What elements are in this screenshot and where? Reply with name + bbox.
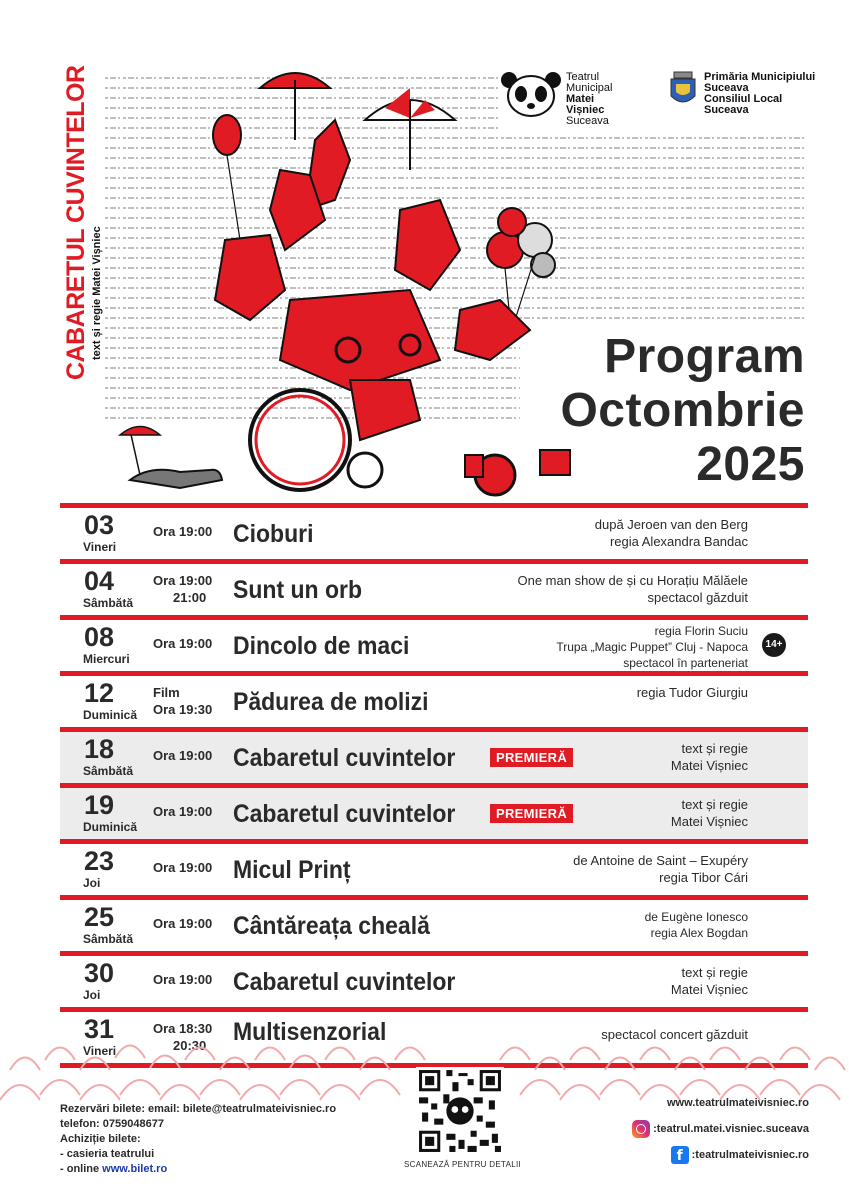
event-day: 04 [84, 566, 115, 596]
teatru-logo-text: Teatrul Municipal Matei Vișniec Suceava [566, 71, 613, 127]
event-time: Ora 19:00 [153, 804, 213, 819]
event-weekday: Vineri [83, 1044, 117, 1058]
event-weekday: Joi [83, 988, 101, 1002]
event-title: Cabaretul cuvintelor [233, 744, 456, 772]
event-info: text și regie Matei Vișniec [670, 741, 748, 773]
event-day: 08 [84, 622, 115, 652]
show-subtitle: text și regie Matei Vișniec [91, 226, 103, 360]
primaria-logo [668, 70, 818, 120]
event-row [60, 951, 808, 1007]
event-day: 03 [84, 510, 115, 540]
event-day: 18 [84, 734, 115, 764]
event-day: 12 [84, 678, 115, 708]
event-info: One man show de și cu Horațiu Mălăele spectacol găzduit [517, 573, 748, 605]
event-weekday: Duminică [83, 820, 138, 834]
event-row [60, 839, 808, 895]
event-row [60, 895, 808, 951]
event-weekday: Vineri [83, 540, 117, 554]
event-info: text și regie Matei Vișniec [670, 965, 748, 997]
teatru-logo [500, 70, 630, 127]
event-time: Ora 19:00 [153, 748, 213, 763]
event-row [60, 615, 808, 671]
event-title: Multisenzorial [233, 1018, 387, 1046]
event-weekday: Sâmbătă [83, 764, 134, 778]
event-title: Sunt un orb [233, 576, 363, 604]
event-weekday: Duminică [83, 708, 138, 722]
event-title: Micul Prinț [233, 856, 351, 884]
qr-code-icon[interactable] [416, 1067, 504, 1155]
event-time: Ora 19:00 [153, 524, 213, 539]
heading-program: Program [604, 330, 805, 383]
event-info: regia Florin Suciu Trupa „Magic Puppet” Cluj - Napoca spectacol în parteneriat [556, 624, 748, 670]
instagram-icon [632, 1120, 650, 1138]
facebook-link[interactable]: :teatrulmateivisniec.ro [691, 1149, 809, 1161]
event-time: Ora 19:00 21:00 [153, 573, 213, 605]
box-office-text: - casieria teatrului [60, 1148, 155, 1160]
purchase-label: Achiziție bilete: [60, 1133, 141, 1145]
event-info: text și regie Matei Vișniec [670, 797, 748, 829]
show-vertical-title [62, 65, 103, 380]
heading-year: 2025 [696, 438, 805, 491]
qr-caption: SCANEAZĂ PENTRU DETALII [404, 1160, 521, 1169]
program-heading [560, 330, 805, 492]
facebook-icon: f [671, 1146, 689, 1164]
premiere-badge: PREMIERĂ [490, 804, 573, 823]
event-title: Cântăreața cheală [233, 912, 430, 940]
primaria-logo-text: Primăria Municipiului Suceava Consiliul Local Suceava [704, 71, 816, 116]
event-time: Ora 19:00 [153, 972, 213, 987]
contact-links [632, 1090, 809, 1168]
instagram-link[interactable]: :teatrul.matei.visniec.suceava [653, 1123, 809, 1135]
premiere-badge: PREMIERĂ [490, 748, 573, 767]
reservations-text: Rezervări bilete: email: bilete@teatrulmateivisniec.ro [60, 1103, 337, 1115]
age-rating-badge: 14+ [762, 633, 786, 657]
phone-text: telefon: 0759048677 [60, 1118, 164, 1130]
circus-illustration [110, 60, 590, 505]
event-time: Ora 19:00 [153, 860, 213, 875]
event-time: Ora 19:00 [153, 916, 213, 931]
event-title: Pădurea de molizi [233, 688, 429, 716]
event-day: 25 [84, 902, 115, 932]
event-title: Cabaretul cuvintelor [233, 800, 456, 828]
event-day: 31 [84, 1014, 115, 1044]
events-list [60, 503, 808, 1068]
bilet-link[interactable]: www.bilet.ro [102, 1163, 168, 1175]
event-row [60, 671, 808, 727]
event-weekday: Joi [83, 876, 101, 890]
website-link[interactable]: www.teatrulmateivisniec.ro [666, 1097, 809, 1109]
event-row [60, 559, 808, 615]
event-time: Ora 19:00 [153, 636, 213, 651]
event-title: Cioburi [233, 520, 314, 548]
event-time: Ora 18:30 20:30 [153, 1021, 213, 1053]
hero [0, 0, 849, 505]
event-row [60, 503, 808, 559]
panda-icon [500, 70, 562, 118]
event-info: de Antoine de Saint – Exupéry regia Tibor Cári [573, 853, 748, 885]
event-info: de Eugène Ionesco regia Alex Bogdan [644, 910, 748, 940]
event-row [60, 783, 808, 839]
coat-of-arms-icon [668, 70, 698, 110]
event-weekday: Miercuri [83, 652, 130, 666]
booking-info [60, 1102, 336, 1177]
event-title: Dincolo de maci [233, 632, 410, 660]
event-weekday: Sâmbătă [83, 596, 134, 610]
online-text: - online www.bilet.ro [60, 1163, 168, 1175]
event-info: regia Tudor Giurgiu [636, 685, 748, 700]
event-info: spectacol concert găzduit [601, 1027, 748, 1042]
event-day: 30 [84, 958, 115, 988]
event-day: 23 [84, 846, 115, 876]
event-time: Film Ora 19:30 [153, 685, 213, 717]
event-row [60, 727, 808, 783]
show-title: CABARETUL CUVINTELOR [62, 65, 90, 380]
heading-month: Octombrie [560, 384, 805, 437]
event-weekday: Sâmbătă [83, 932, 134, 946]
event-day: 19 [84, 790, 115, 820]
event-info: după Jeroen van den Berg regia Alexandra Bandac [594, 517, 748, 549]
event-title: Cabaretul cuvintelor [233, 968, 456, 996]
